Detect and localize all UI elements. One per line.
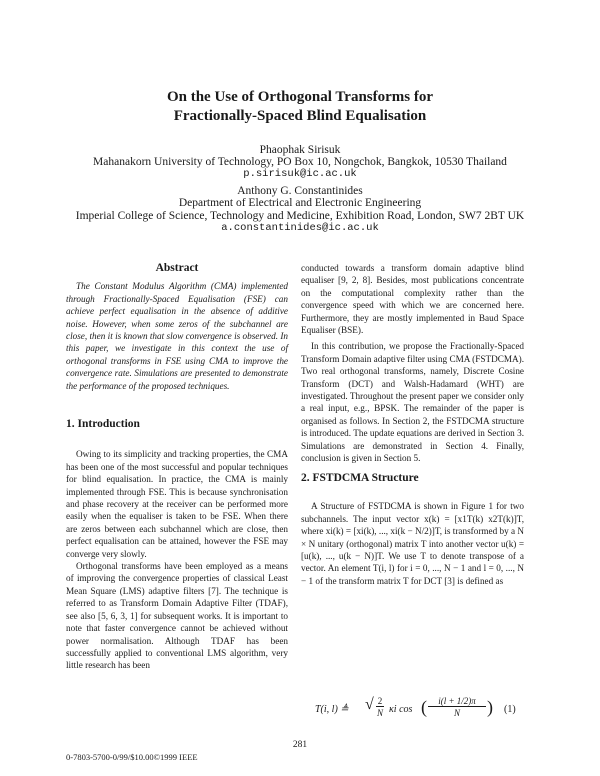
intro-paragraph-2: Orthogonal transforms have been employed as a means of improving the convergence properties of classical Least Mean Square (LMS) adaptive filters [7]. The technique is referred to as Transform Domain Adaptive Filter (TDAF), see also [5, 6, 3, 1] for subsequent works. It is important to note that faster convergence cannot be achieved without power normalisation. Although TDAF has been successfully applied to conventional LMS algorithm, very little research has been xyxy=(66,561,288,671)
author1-affiliation: Mahanakorn University of Technology, PO Box 10, Nongchok, Bangkok, 10530 Thailand xyxy=(93,156,507,168)
intro-paragraph-1: Owing to its simplicity and tracking properties, the CMA has been one of the most successful and popular techniques for blind equalisation. In practice, the CMA is mainly implemented through FSE. This is because synchronisation and phase recovery at the receiver can be performed more easily when the equaliser is taken to be FSE. When there are zeros between each subchannel which are close, then perfect equalisation can be attained, however the FSE may converge very slowly. xyxy=(66,449,288,559)
sqrt-icon: √ xyxy=(365,696,374,713)
author1-email: p.sirisuk@ic.ac.uk xyxy=(243,168,357,180)
title-line-2: Fractionally-Spaced Blind Equalisation xyxy=(173,108,427,124)
equation-number: (1) xyxy=(504,704,516,715)
abstract-heading: Abstract xyxy=(155,262,199,274)
copyright-notice: 0-7803-5700-0/99/$10.00©1999 IEEE xyxy=(66,752,198,762)
introduction-section xyxy=(66,418,288,672)
intro-continued xyxy=(301,262,524,465)
coef-numerator: 2 xyxy=(377,696,383,706)
equation-lhs: T(i, l) ≜ xyxy=(315,704,349,715)
left-paren-icon: ( xyxy=(421,697,427,717)
author2-email: a.constantinides@ic.ac.uk xyxy=(221,222,379,234)
author2-affiliation: Imperial College of Science, Technology and Medicine, Exhibition Road, London, SW7 2BT UK xyxy=(75,210,525,222)
page-number: 281 xyxy=(292,740,308,750)
contribution-paragraph: In this contribution, we propose the Fractionally-Spaced Transform Domain adaptive filter using CMA (FSTDCMA). Two real orthogonal transforms, namely, Discrete Cosine Transform (DCT) and Walsh-Hadamard (WHT) are investigated. Throughout the present paper we consider only a real input, e.g., BPSK. The remainder of the paper is organised as follows. In Section 2, the FSTDCMA structure is introduced. The update equations are derived in Section 3. Simulations are demonstrated in Section 4. Finally, conclusion is given in Section 5. xyxy=(301,341,524,464)
coef-denominator: N xyxy=(376,708,383,718)
intro-continued-paragraph: conducted towards a transform domain adaptive blind equaliser [9, 2, 8]. Besides, most publications concentrate on the computational complexity rather than the convergence speed with which we are concerned here. Furthermore, they are mostly implemented in Baud Space Equaliser (BSE). xyxy=(301,263,524,336)
structure-section xyxy=(301,472,524,587)
right-paren-icon: ) xyxy=(487,697,493,717)
kappa-cos: κi cos xyxy=(389,704,413,715)
cos-numerator: i(l + 1/2)π xyxy=(428,696,486,707)
structure-heading: 2. FSTDCMA Structure xyxy=(301,472,419,484)
abstract-text: The Constant Modulus Algorithm (CMA) implemented through Fractionally-Spaced Equalisation (FSE) can achieve perfect equalisation in the absence of additive noise. However, when some zeros of the subchannel are close, then it is known that slow convergence is observed. In this paper, we investigate in this context the use of orthogonal transforms in FSE using CMA to improve the convergence rate. Simulations are presented to demonstrate the performance of the proposed techniques. xyxy=(66,281,288,391)
paper-title xyxy=(0,88,600,126)
abstract-section xyxy=(66,262,288,392)
cos-denominator: N xyxy=(453,708,460,718)
author2-name: Anthony G. Constantinides xyxy=(237,185,363,197)
structure-paragraph: A Structure of FSTDCMA is shown in Figure 1 for two subchannels. The input vector x(k) = [x1T(k) x2T(k)]T, where xi(k) = [xi(k), ..., xi(k − N/2)]T, is transformed by a N × N unitary (orthogonal) matrix T into another vector u(k) = [u(k), ..., u(k − N)]T. We use T to denote transpose of a vector. An element T(i, l) for i = 0, ..., N − 1 and l = 0, ..., N − 1 of the transform matrix T for DCT [3] is defined as xyxy=(301,501,524,586)
author2-department: Department of Electrical and Electronic Engineering xyxy=(178,197,422,209)
introduction-heading: 1. Introduction xyxy=(66,418,140,430)
title-line-1: On the Use of Orthogonal Transforms for xyxy=(166,89,434,105)
author1-name: Phaophak Sirisuk xyxy=(259,144,341,156)
